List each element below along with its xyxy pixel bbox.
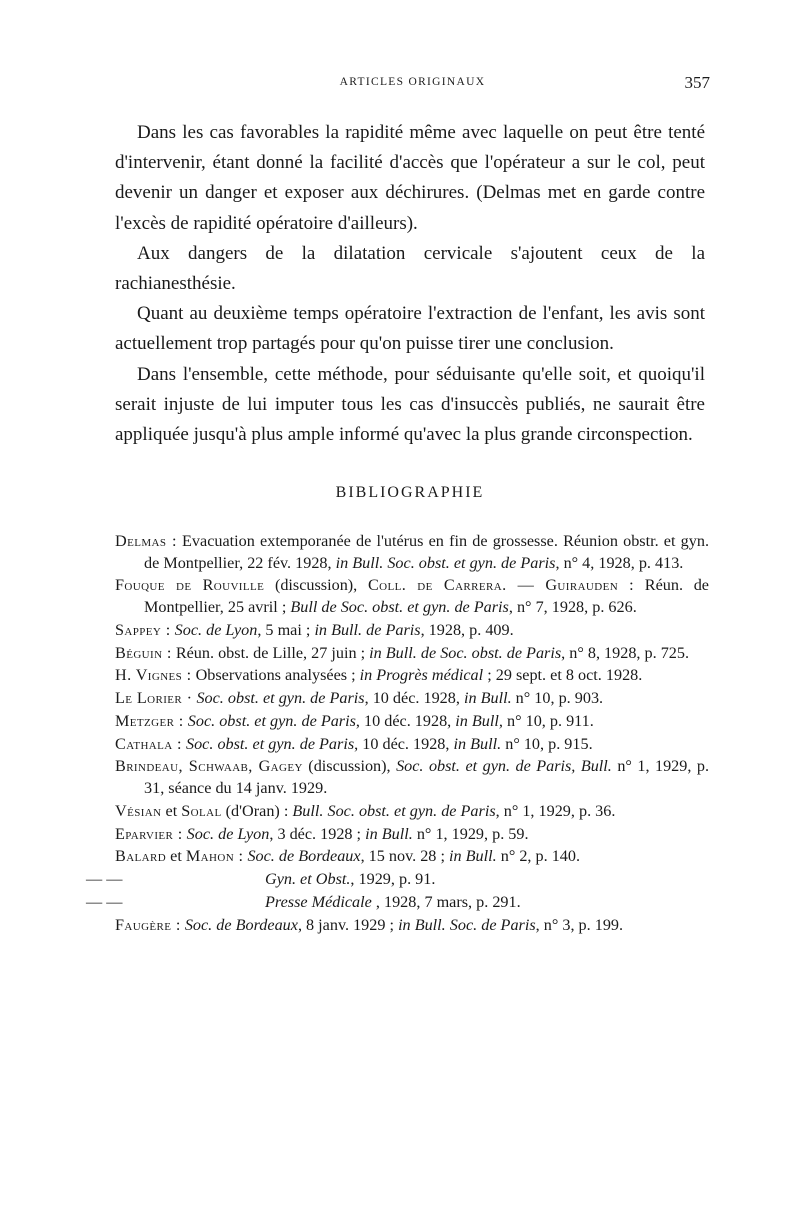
entry-text: Réun. obst. de Lille, 27 juin ; bbox=[171, 643, 370, 662]
entry-text: ; 29 sept. et 8 oct. 1928. bbox=[483, 666, 643, 685]
bibliography-heading: BIBLIOGRAPHIE bbox=[335, 484, 485, 501]
bibliography-entry bbox=[115, 915, 709, 937]
entry-text: , n° 8, 1928, p. 725. bbox=[561, 643, 690, 662]
bibliography-entry bbox=[115, 801, 709, 823]
entry-text: et bbox=[166, 847, 186, 866]
entry-text: n° 10, p. 915. bbox=[501, 734, 593, 753]
entry-text: , n° 4, 1928, p. 413. bbox=[555, 553, 684, 572]
entry-text: , 10 déc. 1928, bbox=[355, 711, 456, 730]
bibliography-entry bbox=[115, 824, 709, 846]
entry-text: n° 10, p. 903. bbox=[511, 689, 604, 708]
entry-author: Balard bbox=[115, 847, 167, 866]
entry-journal: Soc. obst. et gyn. de Paris bbox=[181, 734, 355, 753]
bibliography-entry bbox=[86, 869, 709, 891]
entry-text: (discussion), bbox=[302, 757, 397, 776]
entry-author: Sappey : bbox=[115, 620, 171, 639]
entry-author: Cathala : bbox=[115, 734, 182, 753]
entry-journal: Soc. de Lyon bbox=[170, 620, 258, 639]
entry-text: , 1928, p. 409. bbox=[420, 620, 514, 639]
entry-journal: Soc. de Bordeaux bbox=[180, 915, 298, 934]
entry-text: n° 1, 1929, p. 59. bbox=[412, 824, 529, 843]
entry-text: n° 1, 1929, p. 31, séance du 14 janv. 1929. bbox=[144, 757, 710, 798]
entry-journal: Soc. obst. et gyn. de Paris bbox=[192, 689, 365, 708]
entry-author: Coll. de Carrera. — Guirauden : bbox=[367, 576, 635, 595]
paragraph: Aux dangers de la dilatation cervicale s'ajoutent ceux de la rachianesthésie. bbox=[115, 242, 705, 295]
entry-author: Delmas : bbox=[115, 532, 177, 550]
entry-author: Eparvier : bbox=[115, 824, 183, 843]
bibliography-list bbox=[86, 531, 710, 938]
entry-text: , 1929, p. 91. bbox=[350, 870, 436, 889]
entry-author: Faugère : bbox=[115, 915, 181, 934]
paragraph: Dans les cas favorables la rapidité même avec laquelle on peut être tenté d'intervenir, étant donné la facilité d'accès que l'opérateur a sur le col, peut devenir un danger et exposer aux déchirures. (Delmas met en garde contre l'excès de rapidité opératoire d'ailleurs). bbox=[115, 122, 705, 234]
bibliography-entry bbox=[115, 665, 709, 687]
entry-journal: in Bull. Soc. de Paris bbox=[398, 915, 536, 934]
bibliography-entry bbox=[115, 846, 709, 868]
entry-journal: in Bull. bbox=[463, 689, 512, 708]
bibliography-entry bbox=[115, 531, 709, 574]
entry-text: , 15 nov. 28 ; bbox=[360, 847, 449, 866]
bibliography-entry bbox=[115, 575, 709, 618]
entry-text: , 3 déc. 1928 ; bbox=[269, 824, 366, 843]
entry-author: Vésian bbox=[115, 801, 162, 820]
bibliography-entry bbox=[115, 756, 709, 799]
page-number: 357 bbox=[684, 73, 710, 92]
entry-author: Mahon : bbox=[185, 847, 244, 866]
entry-author: Fouque de Rouville bbox=[115, 576, 265, 595]
ditto-dashes: — — bbox=[86, 892, 123, 911]
bibliography-entry bbox=[115, 734, 709, 756]
entry-journal: Soc. de Bordeaux bbox=[243, 847, 361, 866]
entry-journal: in Bull. bbox=[365, 824, 413, 843]
entry-text: (d'Oran) : bbox=[221, 801, 293, 820]
entry-author: H. Vignes : bbox=[115, 666, 192, 685]
ditto-dashes: — — bbox=[86, 870, 123, 889]
entry-author: Solal bbox=[181, 801, 222, 820]
bibliography-entry bbox=[86, 892, 709, 914]
entry-text: , 8 janv. 1929 ; bbox=[297, 915, 399, 934]
entry-author: Metzger : bbox=[115, 711, 184, 730]
entry-journal: in Bull. bbox=[453, 734, 502, 753]
entry-text: n° 2, p. 140. bbox=[496, 847, 581, 866]
entry-text: (discussion), bbox=[264, 576, 368, 595]
entry-journal: in Bull. Soc. obst. et gyn. de Paris bbox=[335, 553, 556, 572]
entry-text: , 5 mai ; bbox=[257, 620, 315, 639]
entry-journal: Soc. de Lyon bbox=[182, 824, 270, 843]
entry-journal: in Bull. bbox=[449, 847, 497, 866]
page-header bbox=[115, 73, 710, 100]
entry-text: , 10 déc. 1928, bbox=[364, 689, 464, 708]
entry-author: Brindeau, Schwaab, Gagey bbox=[115, 757, 303, 776]
entry-text: Evacuation extemporanée de l'utérus en fin de grossesse. Réunion obstr. et gyn. de Montpellier, 22 fév. 1928, bbox=[144, 532, 710, 572]
entry-journal: Gyn. et Obst. bbox=[265, 870, 351, 889]
bibliography-entry bbox=[115, 688, 709, 710]
article-body bbox=[115, 118, 705, 450]
entry-journal: in Bull, bbox=[455, 711, 503, 730]
entry-text: , n° 3, p. 199. bbox=[535, 915, 624, 934]
entry-text: , 10 déc. 1928, bbox=[354, 734, 454, 753]
entry-author: Béguin : bbox=[115, 643, 172, 662]
entry-text: et bbox=[161, 801, 182, 820]
paragraph: Dans l'ensemble, cette méthode, pour séduisante qu'elle soit, et quoiqu'il serait injuste de lui imputer tous les cas d'insuccès publiés, ne saurait être appliquée jusqu'à plus ample informé qu'avec la plus grande circonspection. bbox=[115, 363, 705, 446]
running-title: ARTICLES ORIGINAUX bbox=[339, 76, 486, 88]
entry-text: n° 10, p. 911. bbox=[502, 711, 594, 730]
entry-journal: Presse Médicale bbox=[265, 892, 372, 911]
entry-journal: Soc. obst. et gyn. de Paris, Bull. bbox=[396, 757, 612, 776]
entry-journal: in Bull. de Paris bbox=[314, 620, 421, 639]
bibliography-entry bbox=[115, 711, 709, 733]
entry-text: , n° 1, 1929, p. 36. bbox=[495, 801, 616, 820]
entry-journal: in Bull. de Soc. obst. de Paris bbox=[369, 643, 562, 662]
paragraph: Quant au deuxième temps opératoire l'extraction de l'enfant, les avis sont actuellement trop partagés pour qu'on puisse tirer une conclusion. bbox=[115, 303, 705, 355]
entry-journal: Bull de Soc. obst. et gyn. de Paris bbox=[290, 597, 509, 616]
entry-text: , 1928, 7 mars, p. 291. bbox=[371, 892, 521, 911]
entry-text: Réun. de Montpellier, 25 avril ; bbox=[144, 576, 709, 616]
entry-journal: in Progrès médical bbox=[359, 666, 484, 685]
entry-author: Le Lorier · bbox=[115, 689, 193, 708]
entry-text: , n° 7, 1928, p. 626. bbox=[508, 597, 637, 616]
bibliography-entry bbox=[115, 620, 709, 642]
entry-journal: Bull. Soc. obst. et gyn. de Paris bbox=[292, 801, 496, 820]
bibliography-entry bbox=[115, 643, 709, 665]
entry-journal: Soc. obst. et gyn. de Paris bbox=[183, 711, 356, 730]
entry-text: Observations analysées ; bbox=[191, 666, 360, 685]
